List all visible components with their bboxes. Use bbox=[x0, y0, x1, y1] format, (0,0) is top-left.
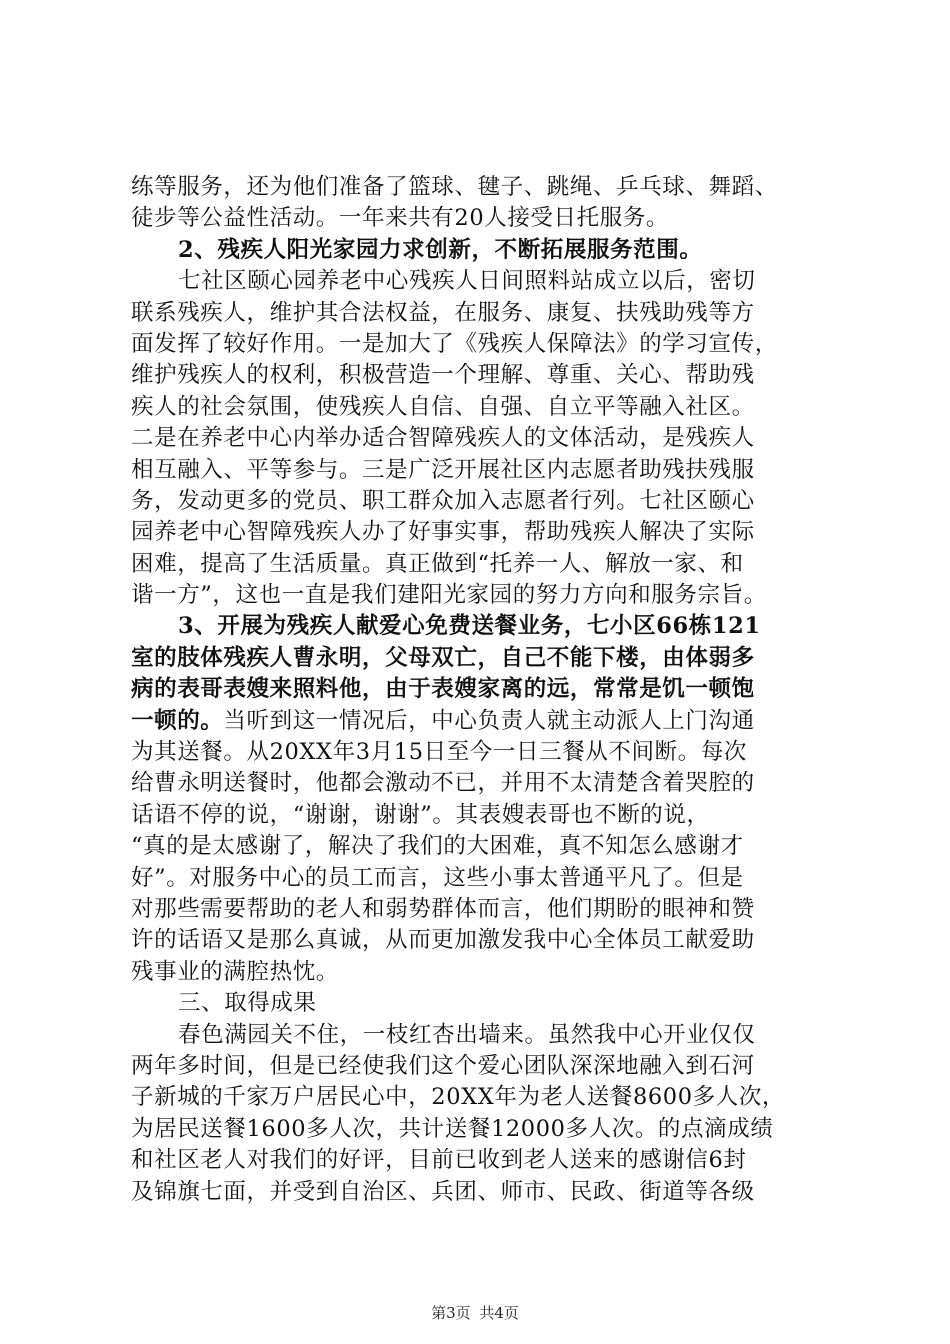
paragraph-line: 及锦旗七面，并受到自治区、兵团、师市、民政、街道等各级 bbox=[131, 1178, 755, 1205]
paragraph-line: 联系残疾人，维护其合法权益，在服务、康复、扶残助残等方 bbox=[131, 299, 755, 326]
page-footer bbox=[0, 1303, 950, 1323]
paragraph-line-bold: 室的肢体残疾人曹永明，父母双亡，自己不能下楼，由体弱多 bbox=[131, 644, 755, 671]
regular-fragment: 当听到这一情况后，中心负责人就主动派人上门沟通 bbox=[223, 707, 755, 734]
paragraph-line: 两年多时间，但是已经使我们这个爱心团队深深地融入到石河 bbox=[131, 1052, 755, 1079]
paragraph-line: 面发挥了较好作用。一是加大了《残疾人保障法》的学习宣传， bbox=[131, 330, 778, 357]
paragraph-line: 徒步等公益性活动。一年来共有20人接受日托服务。 bbox=[131, 205, 670, 232]
paragraph-line: “真的是太感谢了，解决了我们的大困难，真不知怎么感谢才 bbox=[131, 833, 744, 860]
paragraph-line: 和社区老人对我们的好评，目前已收到老人送来的感谢信6封 bbox=[131, 1147, 747, 1174]
body-text bbox=[131, 172, 831, 1208]
paragraph-line: 对那些需要帮助的老人和弱势群体而言，他们期盼的眼神和赞 bbox=[131, 895, 755, 922]
paragraph-line: 子新城的千家万户居民心中，20XX年为老人送餐8600多人次， bbox=[131, 1084, 786, 1111]
page-total: 共4页 bbox=[479, 1304, 519, 1322]
paragraph-line: 务，发动更多的党员、职工群众加入志愿者行列。七社区颐心 bbox=[131, 487, 755, 514]
paragraph-line-mixed bbox=[131, 706, 831, 737]
paragraph-line: 二是在养老中心内举办适合智障残疾人的文体活动，是残疾人 bbox=[131, 425, 755, 452]
paragraph-line: 练等服务，还为他们准备了篮球、毽子、跳绳、乒乓球、舞蹈、 bbox=[131, 174, 778, 200]
paragraph-line: 谐一方”，这也一直是我们建阳光家园的努力方向和服务宗旨。 bbox=[131, 582, 767, 609]
page-number: 第3页 bbox=[431, 1304, 471, 1322]
paragraph-line: 春色满园关不住，一枝红杏出墙来。虽然我中心开业仅仅 bbox=[178, 1021, 756, 1048]
paragraph-line: 好”。对服务中心的员工而言，这些小事太普通平凡了。但是 bbox=[131, 864, 744, 891]
paragraph-line: 给曹永明送餐时，他都会激动不已，并用不太清楚含着哭腔的 bbox=[131, 770, 755, 797]
section-heading: 3、开展为残疾人献爱心免费送餐业务，七小区66栋121 bbox=[178, 613, 761, 640]
paragraph-line: 疾人的社会氛围，使残疾人自信、自强、自立平等融入社区。 bbox=[131, 393, 755, 420]
paragraph-line: 为居民送餐1600多人次，共计送餐12000多人次。的点滴成绩 bbox=[131, 1115, 774, 1142]
paragraph-line: 许的话语又是那么真诚，从而更加激发我中心全体员工献爱助 bbox=[131, 927, 755, 954]
paragraph-line: 相互融入、平等参与。三是广泛开展社区内志愿者助残扶残服 bbox=[131, 456, 755, 483]
paragraph-line: 话语不停的说，“谢谢，谢谢”。其表嫂表哥也不断的说， bbox=[131, 801, 710, 828]
paragraph-line: 为其送餐。从20XX年3月15日至今一日三餐从不间断。每次 bbox=[131, 739, 748, 766]
section-heading: 三、取得成果 bbox=[178, 990, 317, 1017]
section-heading: 2、残疾人阳光家园力求创新，不断拓展服务范围。 bbox=[178, 236, 703, 263]
paragraph-line: 维护残疾人的权利，积极营造一个理解、尊重、关心、帮助残 bbox=[131, 362, 755, 389]
paragraph-line: 园养老中心智障残疾人办了好事实事，帮助残疾人解决了实际 bbox=[131, 519, 755, 546]
paragraph-line-bold: 病的表哥表嫂来照料他，由于表嫂家离的远，常常是饥一顿饱 bbox=[131, 676, 755, 703]
bold-fragment: 一顿的。 bbox=[131, 707, 224, 734]
paragraph-line: 困难，提高了生活质量。真正做到“托养一人、解放一家、和 bbox=[131, 550, 744, 577]
paragraph-line: 残事业的满腔热忱。 bbox=[131, 958, 339, 985]
paragraph-line: 七社区颐心园养老中心残疾人日间照料站成立以后，密切 bbox=[178, 268, 756, 295]
